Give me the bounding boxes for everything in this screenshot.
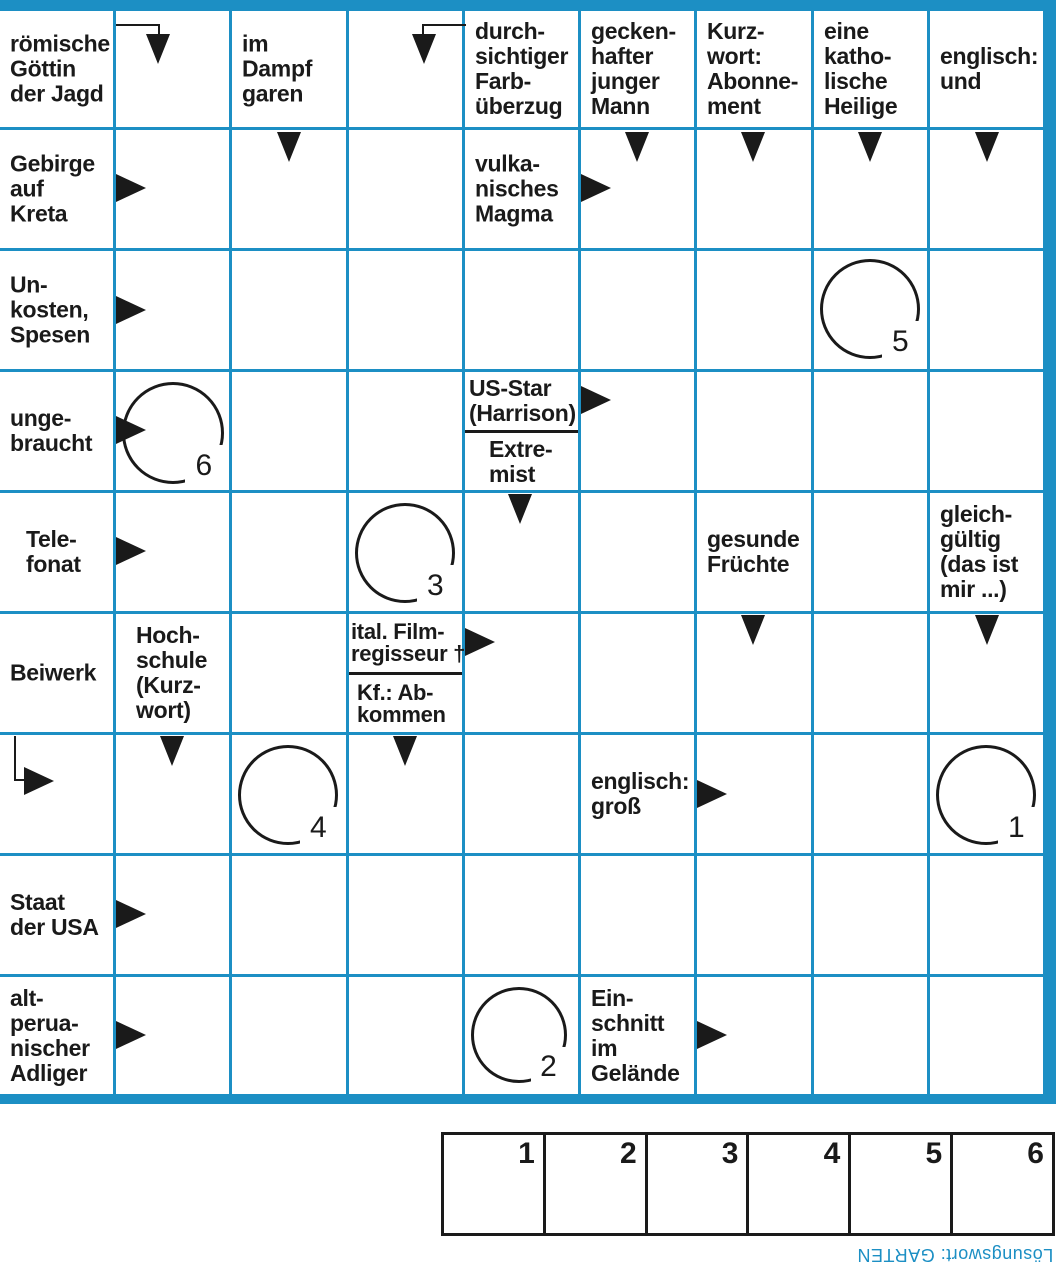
down-arrow-icon: [625, 132, 649, 162]
clue-text: gesunde Früchte: [707, 526, 800, 577]
down-arrow-icon: [160, 736, 184, 766]
clue-text: im Dampf garen: [242, 30, 313, 107]
clue-text: Kurz- wort: Abonne- ment: [707, 18, 799, 119]
solution-number: 2: [619, 1137, 637, 1170]
clue-cell: [0, 251, 113, 369]
clue-text: englisch: und: [940, 43, 1039, 94]
solution-box[interactable]: [851, 1135, 953, 1233]
solution-number: 1: [1008, 811, 1025, 844]
solution-number: 5: [892, 325, 909, 358]
clue-text: Hoch- schule (Kurz- wort): [136, 622, 208, 723]
clue-cell: [0, 493, 113, 611]
clue-cell: [697, 493, 811, 611]
clue-text: Tele- fonat: [26, 526, 81, 577]
clue-text: Beiwerk: [10, 659, 97, 686]
answer-cell[interactable]: [581, 493, 694, 611]
clue-cell: [0, 614, 113, 732]
clue-text: US-Star (Harrison): [469, 375, 576, 426]
answer-cell[interactable]: [465, 856, 578, 974]
clue-half-bottom: [465, 433, 578, 490]
answer-cell[interactable]: [581, 251, 694, 369]
down-arrow-icon: [858, 132, 882, 162]
answer-cell[interactable]: [814, 493, 927, 611]
clue-cell: [581, 11, 694, 127]
clue-text: Kf.: Ab- kommen: [357, 679, 446, 727]
clue-text: durch- sichtiger Farb- überzug: [475, 18, 569, 119]
solution-number: 3: [427, 569, 444, 602]
answer-cell[interactable]: [349, 251, 462, 369]
answer-cell[interactable]: [814, 372, 927, 490]
answer-cell[interactable]: [697, 856, 811, 974]
answer-cell[interactable]: [349, 372, 462, 490]
solution-number: 6: [195, 449, 213, 483]
clue-text: vulka- nisches Magma: [475, 150, 559, 227]
clue-text: eine katho- lische Heilige: [824, 18, 898, 119]
down-arrow-icon: [146, 34, 170, 64]
clue-text: Extre- mist: [489, 435, 553, 487]
clue-text: Staat der USA: [10, 889, 99, 940]
clue-cell: [465, 130, 578, 248]
solution-answer: Lösungswort: GARTEN: [856, 1245, 1053, 1265]
right-arrow-icon: [116, 174, 146, 202]
answer-cell[interactable]: [697, 372, 811, 490]
clue-cell: [0, 977, 113, 1094]
right-arrow-icon: [465, 628, 495, 656]
answer-cell[interactable]: [232, 614, 346, 732]
answer-cell[interactable]: [349, 977, 462, 1094]
right-arrow-icon: [697, 1021, 727, 1049]
answer-cell[interactable]: [232, 856, 346, 974]
answer-cell[interactable]: [814, 735, 927, 853]
answer-cell[interactable]: [814, 856, 927, 974]
arrow-connector: [14, 779, 26, 783]
clue-half-top: [465, 372, 578, 433]
answer-cell[interactable]: [930, 251, 1043, 369]
down-arrow-icon: [277, 132, 301, 162]
clue-half-top: [349, 614, 466, 675]
clue-cell: [697, 11, 811, 127]
answer-cell[interactable]: [232, 977, 346, 1094]
clue-text: unge- braucht: [10, 405, 93, 456]
down-arrow-icon: [975, 132, 999, 162]
answer-cell[interactable]: [232, 251, 346, 369]
answer-cell[interactable]: [581, 856, 694, 974]
right-arrow-icon: [581, 386, 611, 414]
answer-cell[interactable]: [930, 977, 1043, 1094]
answer-cell[interactable]: [232, 493, 346, 611]
down-arrow-icon: [508, 494, 532, 524]
solution-box[interactable]: [953, 1135, 1052, 1233]
solution-number: 3: [721, 1137, 739, 1170]
clue-text: Gebirge auf Kreta: [10, 150, 95, 227]
clue-text: gecken- hafter junger Mann: [591, 18, 676, 119]
clue-text: Un- kosten, Spesen: [10, 271, 91, 348]
down-arrow-icon: [741, 132, 765, 162]
clue-cell: [814, 11, 927, 127]
clue-text: alt- perua- nischer Adliger: [10, 984, 90, 1086]
clue-cell: [465, 11, 578, 127]
right-arrow-icon: [116, 1021, 146, 1049]
clue-cell: [0, 11, 113, 127]
solution-box[interactable]: [749, 1135, 851, 1233]
arrow-connector: [14, 736, 20, 780]
answer-cell[interactable]: [930, 856, 1043, 974]
right-arrow-icon: [116, 416, 146, 444]
clue-text: Ein- schnitt im Gelände: [591, 984, 680, 1086]
clue-cell: [0, 130, 113, 248]
clue-cell: [232, 11, 346, 127]
solution-box[interactable]: [444, 1135, 546, 1233]
solution-number: 6: [1027, 1137, 1044, 1170]
down-arrow-icon: [412, 34, 436, 64]
clue-cell: [116, 614, 229, 732]
right-arrow-icon: [116, 296, 146, 324]
solution-number: 5: [925, 1137, 943, 1170]
answer-cell[interactable]: [349, 856, 462, 974]
clue-cell: [0, 856, 113, 974]
right-arrow-icon: [581, 174, 611, 202]
solution-box[interactable]: [546, 1135, 648, 1233]
answer-cell[interactable]: [465, 735, 578, 853]
down-arrow-icon: [741, 615, 765, 645]
clue-cell: [465, 372, 578, 490]
clue-half-bottom: [349, 675, 462, 732]
clue-text: ital. Film- regisseur †: [351, 619, 466, 666]
answer-cell[interactable]: [232, 372, 346, 490]
answer-cell[interactable]: [814, 614, 927, 732]
solution-box[interactable]: [648, 1135, 750, 1233]
solution-boxes: [441, 1132, 1055, 1236]
solution-number: 2: [540, 1050, 557, 1084]
clue-cell: [0, 372, 113, 490]
clue-cell: [581, 735, 694, 853]
right-arrow-icon: [24, 767, 54, 795]
clue-cell: [930, 493, 1043, 611]
clue-text: römische Göttin der Jagd: [10, 30, 110, 107]
answer-cell[interactable]: [349, 130, 462, 248]
solution-number: 1: [518, 1137, 535, 1170]
right-arrow-icon: [116, 900, 146, 928]
clue-text: englisch: groß: [591, 768, 690, 819]
clue-cell: [930, 11, 1043, 127]
clue-cell: [581, 977, 694, 1094]
solution-number: 4: [823, 1137, 841, 1170]
down-arrow-icon: [393, 736, 417, 766]
clue-text: gleich- gültig (das ist mir ...): [940, 501, 1019, 602]
right-arrow-icon: [116, 537, 146, 565]
down-arrow-icon: [975, 615, 999, 645]
answer-cell[interactable]: [581, 614, 694, 732]
answer-cell[interactable]: [814, 977, 927, 1094]
answer-cell[interactable]: [465, 251, 578, 369]
solution-number: 4: [310, 811, 327, 844]
answer-cell[interactable]: [697, 251, 811, 369]
right-arrow-icon: [697, 780, 727, 808]
clue-cell: [349, 614, 466, 732]
answer-cell[interactable]: [930, 372, 1043, 490]
